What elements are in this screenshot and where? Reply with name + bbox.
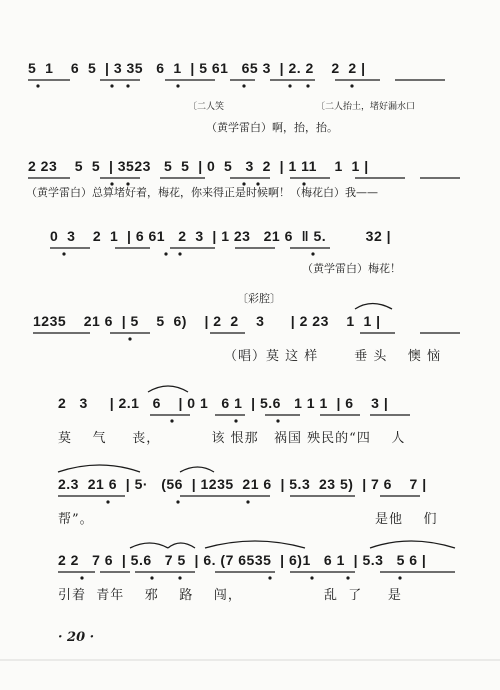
- lyric-line-1: （唱）莫 这 样 垂 头 懊 恼: [224, 349, 441, 364]
- notation-row-6: 2.3 21 6 | 5· (56 | 1235 21 6 | 5.3 23 5) | 7 6 7 |: [58, 476, 427, 492]
- notation-row-1: 5 1 6 5 | 3 35 6 1 | 5 61 65 3 | 2. 2 2 2 |: [28, 60, 366, 76]
- spoken-line-1: （黄学雷白）啊，抬，抬。: [206, 121, 338, 134]
- lyric-line-2: 莫 气 丧， 该 恨那 祸国 殃民的“四 人: [58, 431, 406, 446]
- spoken-line-3: （黄学雷白）梅花！: [302, 262, 401, 275]
- page-number: · 20 ·: [58, 630, 95, 645]
- notation-row-4: 1235 21 6 | 5 5 6) | 2 2 3 | 2 23 1 1 |: [33, 313, 381, 329]
- lyric-line-3b: 是他 们: [375, 512, 438, 527]
- notation-row-5: 2 3 | 2.1 6 | 0 1 6 1 | 5.6 1 1 1 | 6 3 |: [58, 395, 389, 411]
- lyric-line-3: 帮”。: [58, 512, 94, 527]
- spoken-line-2: （黄学雷白）总算堵好着，梅花，你来得正是时候啊！（梅花白）我——: [26, 186, 378, 199]
- notation-row-2: 2 23 5 5 | 3523 5 5 | 0 5 3 2 | 1 11 1 1 |: [28, 158, 369, 174]
- notation-row-3: 0 3 2 1 | 6 61 2 3 | 1 23 21 6 ‖ 5. 32 |: [50, 228, 392, 244]
- stage-note-laugh: 〔二人笑: [188, 102, 225, 112]
- stage-note-lift: 〔二人抬土，堵好漏水口: [316, 102, 416, 112]
- lyric-line-4: 引着 青年 邪 路 闯， 乱 了 是: [58, 588, 402, 603]
- notation-row-7: 2 2 7 6 | 5.6 7 5 | 6. (7 6535 | 6)1 6 1 | 5.3 5 6 |: [58, 552, 427, 568]
- section-label: 〔彩腔〕: [237, 292, 281, 305]
